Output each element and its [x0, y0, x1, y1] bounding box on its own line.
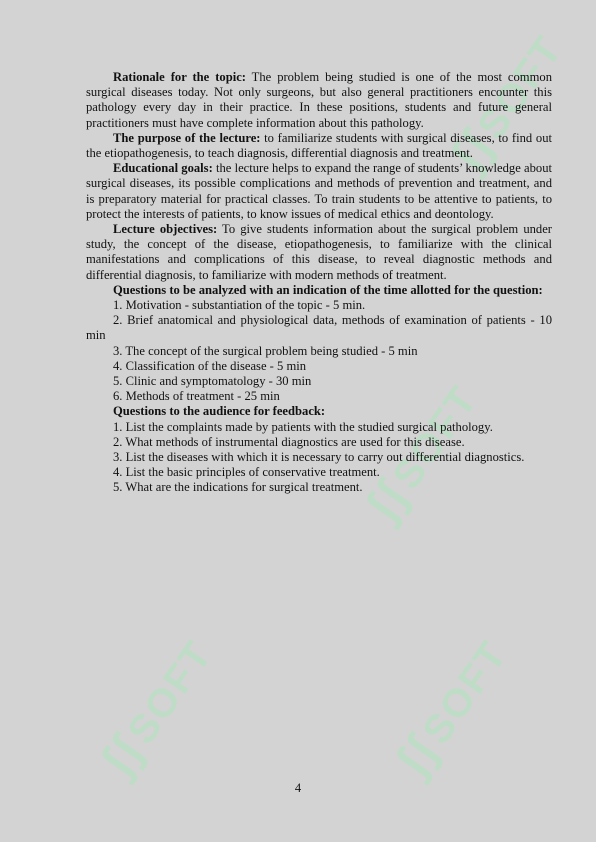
list-item: 2. Brief anatomical and physiological data, methods of examination of patients - 10 min	[86, 313, 552, 343]
paragraph-purpose	[86, 131, 552, 161]
paragraph-text: To give students information about the surgical problem under study, the concept of the disease, etiopathogenesis, to familiarize with the clinical manifestations and complications of this disease, to reveal diagnostic methods and differential diagnosis, to familiarize with modern methods of treatment.	[86, 222, 552, 282]
paragraph-lead: Rationale for the topic:	[113, 70, 246, 84]
list-item: 4. List the basic principles of conservative treatment.	[113, 465, 380, 480]
list-item: 2. What methods of instrumental diagnostics are used for this disease.	[113, 434, 465, 449]
paragraph-text: the lecture helps to expand the range of students’ knowledge about surgical diseases, its possible complications and methods of prevention and treatment, and is preparatory material for practical classes. To train students to be attentive to patients, to protect the interests of patients, to know issues of medical ethics and deontology.	[86, 161, 552, 221]
list-item: 6. Methods of treatment - 25 min	[113, 389, 280, 404]
list-item: 1. Motivation - substantiation of the topic - 5 min.	[113, 298, 366, 313]
feedback-heading: Questions to the audience for feedback:	[113, 404, 326, 419]
list-item: 4. Classification of the disease - 5 min	[113, 358, 307, 373]
paragraph-lead: The purpose of the lecture:	[113, 130, 261, 145]
list-item: 1. List the complaints made by patients with the studied surgical pathology.	[113, 419, 493, 434]
paragraph-educational-goals	[86, 161, 552, 222]
paragraph-objectives	[86, 222, 552, 283]
paragraph-lead: Educational goals:	[113, 161, 213, 176]
watermark: ʃʃSOFT	[355, 377, 487, 531]
list-item: 3. List the diseases with which it is necessary to carry out differential diagnostics.	[113, 450, 525, 465]
list-item: 5. What are the indications for surgical treatment.	[113, 480, 363, 495]
paragraph-text: to familiarize students with surgical diseases, to find out the etiopathogenesis, to teach diagnosis, differential diagnosis and treatment.	[86, 130, 552, 161]
list-item: 3. The concept of the surgical problem being studied - 5 min	[113, 343, 418, 358]
paragraph-text: The problem being studied is one of the most common surgical diseases today. Not only surgeons, but also general practitioners encounter this pathology every day in their practice. In these positions, students and future general practitioners must have complete information about this pathology.	[86, 70, 552, 130]
paragraph-lead: Lecture objectives:	[113, 222, 218, 237]
document-body	[86, 70, 552, 496]
paragraph-rationale	[86, 70, 552, 131]
watermark: ʃʃSOFT	[90, 632, 222, 786]
watermark: ʃʃSOFT	[385, 632, 517, 786]
list-item: 5. Clinic and symptomatology - 30 min	[113, 374, 312, 389]
watermark: ʃʃSOFT	[440, 27, 572, 181]
questions-heading: Questions to be analyzed with an indication of the time allotted for the question:	[113, 282, 543, 297]
page-number: 4	[294, 781, 302, 795]
